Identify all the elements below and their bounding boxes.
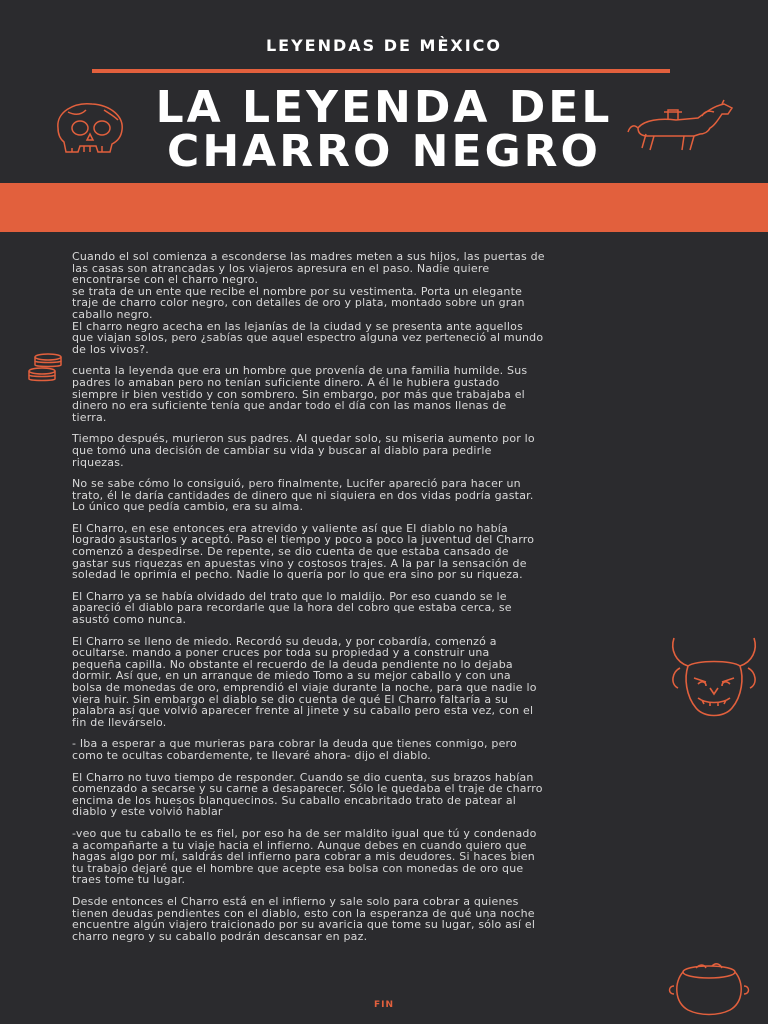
text-line: soledad le oprimía el pecho. Nadie lo quería por lo que era sino por su riqueza. bbox=[72, 568, 523, 582]
text-line: trato, él le daría cantidades de dinero que ni siquiera en dos vidas podría gastar. bbox=[72, 488, 534, 502]
text-line: encima de los huesos blanquecinos. Su caballo encabritado trato de patear al bbox=[72, 793, 517, 807]
text-line: tierra. bbox=[72, 410, 107, 424]
text-line: padres lo amaban pero no tenían suficiente dinero. A él le hubiera gustado bbox=[72, 375, 500, 389]
text-line: que tomó una decisión de cambiar su vida y buscar al diablo para pedirle bbox=[72, 443, 492, 457]
text-line: tu trabajo dejaré que el hombre que acepte esa bolsa con monedas de oro que bbox=[72, 861, 524, 875]
story-text bbox=[72, 251, 694, 952]
text-line: se trata de un ente que recibe el nombre por su vestimenta. Porta un elegante bbox=[72, 284, 523, 298]
text-line: asustó como nunca. bbox=[72, 613, 187, 627]
text-line: Cuando el sol comienza a esconderse las madres meten a sus hijos, las puertas de bbox=[72, 250, 545, 263]
text-line: No se sabe cómo lo consiguió, pero finalmente, Lucifer apareció para hacer un bbox=[72, 477, 521, 491]
text-line: diablo y este volvió hablar bbox=[72, 805, 223, 819]
text-line: las casas son atrancadas y los viajeros apresura en el paso. Nadie quiere bbox=[72, 261, 490, 275]
text-line: encontrarse con el charro negro. bbox=[72, 273, 259, 287]
text-line: encuentre algún viajero traicionado por su avaricia que tome su lugar, sólo así el bbox=[72, 918, 536, 932]
text-line: Desde entonces el Charro está en el infierno y sale solo para cobrar a quienes bbox=[72, 894, 519, 908]
paragraph bbox=[72, 772, 694, 818]
paragraph bbox=[72, 365, 694, 423]
text-line: palabra así que volvió aparecer frente al jinete y su caballo pero esta vez, con el bbox=[72, 704, 534, 718]
text-line: de los vivos?. bbox=[72, 342, 149, 356]
paragraph bbox=[72, 896, 694, 942]
text-line: logrado asustarlos y aceptó. Paso el tiempo y poco a poco la juventud del Charro bbox=[72, 533, 535, 547]
text-line: como te ocultas cobardemente, te llevaré ahora- dijo el diablo. bbox=[72, 748, 432, 762]
text-line: El Charro no tuvo tiempo de responder. Cuando se dio cuenta, sus brazos habían bbox=[72, 770, 534, 784]
text-line: Tiempo después, murieron sus padres. Al quedar solo, su miseria aumento por lo bbox=[72, 432, 535, 446]
text-line: El charro negro acecha en las lejanías de la ciudad y se presenta ante aquellos bbox=[72, 319, 524, 333]
text-line: viera huir. Sin embargo el diablo se dio cuenta de qué El Charro faltaría a su bbox=[72, 692, 509, 706]
text-line: traes tome tu lugar. bbox=[72, 873, 186, 887]
text-line: comenzó a despedirse. De repente, se dio cuenta de que estaba cansado de bbox=[72, 545, 509, 559]
paragraph bbox=[72, 828, 694, 886]
text-line: riquezas. bbox=[72, 455, 124, 469]
paragraph bbox=[72, 251, 694, 355]
text-line: hagas algo por mí, saldrás del infierno para cobrar a mis deudores. Si haces bien bbox=[72, 850, 535, 864]
text-line: bolsa de monedas de oro, emprendió el viaje durante la noche, para que nadie lo bbox=[72, 681, 537, 694]
text-line: que viajan solos, pero ¿sabías que aquel espectro alguna vez perteneció al mundo bbox=[72, 331, 544, 345]
end-label: FIN bbox=[373, 1000, 395, 1010]
paragraph bbox=[72, 636, 694, 729]
title-line-1: LA LEYENDA DEL bbox=[155, 82, 613, 133]
paragraph bbox=[72, 523, 694, 581]
text-line: El Charro, en ese entonces era atrevido y valiente así que El diablo no había bbox=[72, 521, 508, 535]
text-line: dormir. Así que, en un arranque de miedo Tomo a su mejor caballo y con una bbox=[72, 669, 511, 683]
text-line: ocultarse. mando a poner cruces por toda su propiedad y a construir una bbox=[72, 646, 490, 660]
text-line: charro negro y su caballo podrán descansar en paz. bbox=[72, 929, 368, 943]
skull-icon bbox=[50, 98, 130, 158]
collection-title: LEYENDAS DE MÈXICO bbox=[265, 36, 503, 55]
paragraph bbox=[72, 478, 694, 513]
paragraph bbox=[72, 433, 694, 468]
text-line: El Charro ya se había olvidado del trato que lo maldijo. Por eso cuando se le bbox=[72, 589, 507, 603]
text-line: dinero no era suficiente tenía que andar todo el día con las manos llenas de bbox=[72, 399, 507, 413]
text-line: apareció el diablo para recordarle que la hora del cobro que estaba cerca, se bbox=[72, 601, 512, 615]
text-line: tienen deudas pendientes con el diablo, esto con la esperanza de qué una noche bbox=[72, 906, 535, 920]
text-line: -veo que tu caballo te es fiel, por eso ha de ser maldito igual que tú y condenado bbox=[72, 826, 537, 840]
paragraph bbox=[72, 591, 694, 626]
coins-icon bbox=[26, 352, 70, 382]
text-line: siempre ir bien vestido y con sombrero. Sin embargo, por más que trabajaba el bbox=[72, 387, 525, 401]
text-line: a acompañarte a tu viaje hacia el infierno. Aunque debes en cuando quiero que bbox=[72, 838, 527, 852]
text-line: - Iba a esperar a que murieras para cobrar la deuda que tienes conmigo, pero bbox=[72, 737, 517, 751]
title-line-2: CHARRO NEGRO bbox=[167, 126, 601, 177]
horse-icon bbox=[624, 98, 740, 156]
text-line: caballo negro. bbox=[72, 307, 153, 321]
text-line: Lo único que pedía cambio, era su alma. bbox=[72, 500, 304, 514]
text-line: gastar sus riquezas en apuestas vino y costosos trajes. A la par la sensación de bbox=[72, 556, 527, 570]
text-line: cuenta la leyenda que era un hombre que provenía de una familia humilde. Sus bbox=[72, 364, 528, 378]
header-divider bbox=[92, 69, 670, 73]
text-line: fin de llevárselo. bbox=[72, 715, 167, 729]
text-line: El Charro se lleno de miedo. Recordó su deuda, y por cobardía, comenzó a bbox=[72, 634, 497, 648]
accent-band bbox=[0, 183, 768, 232]
text-line: pequeña capilla. No obstante el recuerdo de la deuda pendiente no lo dejaba bbox=[72, 657, 513, 671]
text-line: traje de charro color negro, con detalles de oro y plata, montado sobre un gran bbox=[72, 296, 525, 310]
paragraph bbox=[72, 738, 694, 761]
text-line: comenzado a secarse y su carne a desaparecer. Sólo le quedaba el traje de charro bbox=[72, 782, 543, 796]
